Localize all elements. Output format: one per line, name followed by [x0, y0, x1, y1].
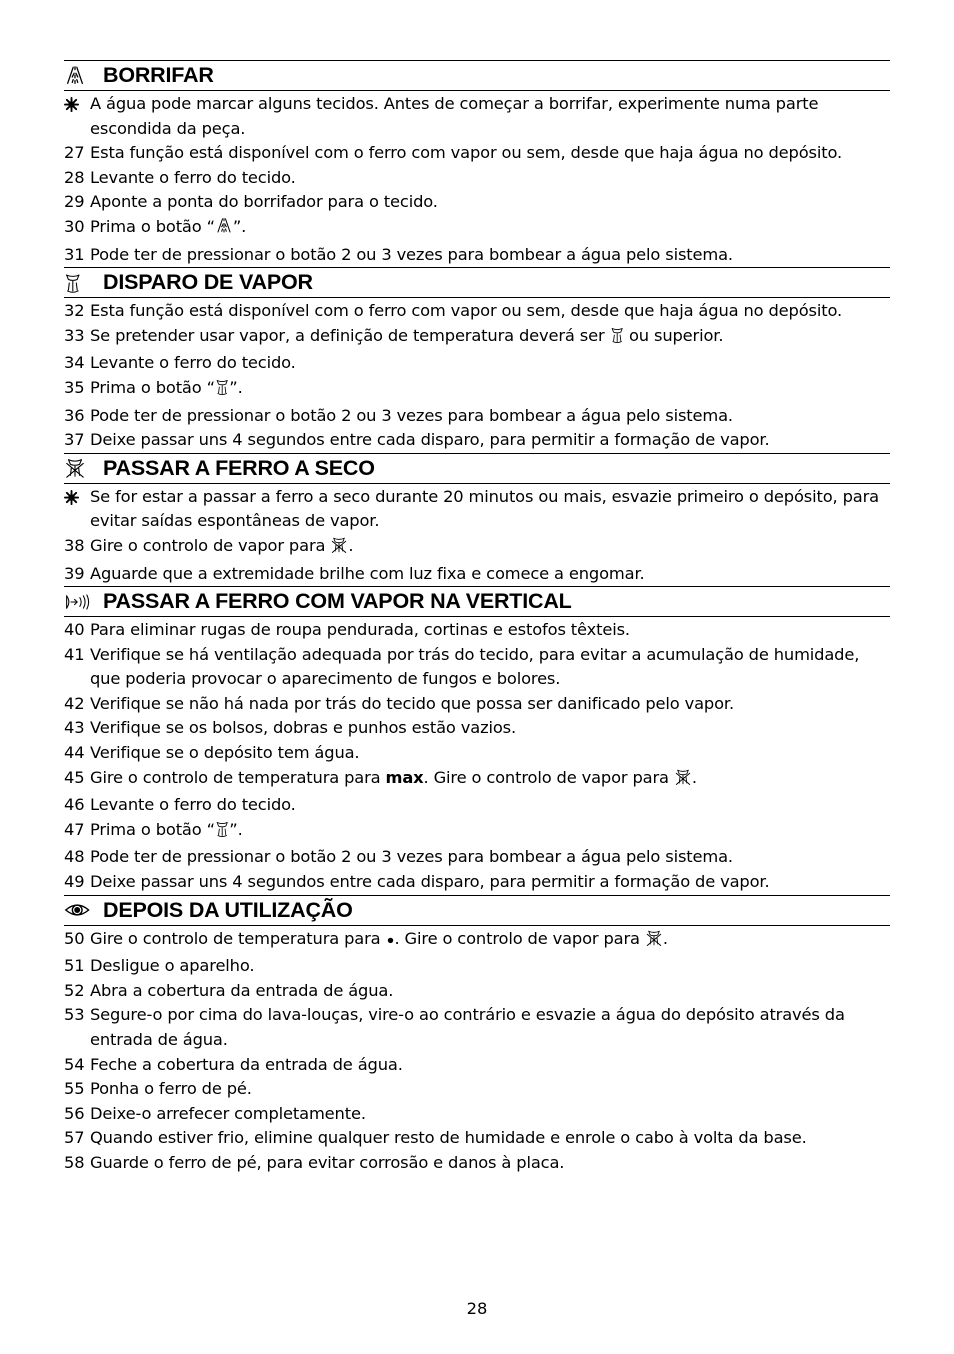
- list-item: [64, 1003, 890, 1052]
- shot-of-steam-icon: [610, 326, 624, 352]
- text-segment: Gire o controlo de temperatura para: [90, 928, 386, 948]
- item-text: Abra a cobertura da entrada de água.: [90, 980, 394, 1000]
- section-disparo-de-vapor: [64, 267, 890, 453]
- item-text: Levante o ferro do tecido.: [90, 353, 296, 373]
- text-segment: .: [348, 535, 354, 555]
- item-text: Pode ter de pressionar o botão 2 ou 3 vezes para bombear a água pelo sistema.: [90, 244, 733, 264]
- text-segment: ”.: [229, 377, 243, 397]
- list-item: [64, 1151, 890, 1176]
- list-item: [64, 870, 890, 895]
- list-item: [64, 351, 890, 376]
- section-title: DISPARO DE VAPOR: [103, 270, 313, 295]
- item-text: Quando estiver frio, elimine qualquer resto de humidade e enrole o cabo à volta da base.: [90, 1128, 807, 1148]
- item-number: 58: [64, 1152, 85, 1172]
- list-item: [64, 927, 890, 955]
- item-number: 39: [64, 563, 85, 583]
- item-text: Se for estar a passar a ferro a seco durante 20 minutos ou mais, esvazie primeiro o depósito, para evitar saídas espontâneas de vapor.: [90, 486, 879, 531]
- text-segment: ”.: [232, 216, 247, 236]
- text-segment: . Gire o controlo de vapor para: [423, 767, 674, 787]
- item-number: 48: [64, 847, 85, 867]
- item-number: 34: [64, 353, 85, 373]
- item-number: 33: [64, 325, 85, 345]
- item-text: Segure-o por cima do lava-louças, vire-o ao contrário e esvazie a água do depósito através da entrada de água.: [90, 1005, 845, 1049]
- item-text: Verifique se não há nada por trás do tecido que possa ser danificado pelo vapor.: [90, 693, 734, 713]
- bullet-dot-icon: [386, 927, 395, 952]
- eye-icon: [64, 898, 94, 922]
- list-item: [64, 166, 890, 191]
- item-number: 51: [64, 956, 85, 976]
- list-item: [64, 376, 890, 404]
- text-segment: .: [662, 928, 668, 948]
- list-item: [64, 716, 890, 741]
- section-title: BORRIFAR: [103, 63, 214, 87]
- item-number: 37: [64, 430, 85, 450]
- warning-item: [64, 485, 890, 534]
- item-text: [90, 766, 890, 794]
- item-text: Verifique se os bolsos, dobras e punhos estão vazios.: [90, 718, 517, 738]
- list-item: [64, 766, 890, 794]
- list-item: [64, 141, 890, 166]
- list-item: [64, 299, 890, 324]
- text-segment: Prima o botão “: [90, 819, 215, 839]
- list-item: [64, 562, 890, 587]
- section-passar-a-ferro-a-seco: [64, 453, 890, 586]
- list-item: [64, 1077, 890, 1102]
- text-segment: Se pretender usar vapor, a definição de temperatura deverá ser: [90, 325, 610, 345]
- list-item: [64, 534, 890, 562]
- item-text: Verifique se o depósito tem água.: [90, 743, 360, 763]
- text-segment: Gire o controlo de temperatura para: [90, 767, 386, 787]
- steam-off-icon: [645, 929, 663, 955]
- item-text: Esta função está disponível com o ferro com vapor ou sem, desde que haja água no depósito.: [90, 301, 843, 321]
- warning-star-icon: [64, 92, 90, 117]
- item-text: Verifique se há ventilação adequada por trás do tecido, para evitar a acumulação de humidade, que poderia provocar o aparecimento de fungos e bolores.: [90, 644, 860, 689]
- text-segment: . Gire o controlo de vapor para: [394, 928, 645, 948]
- list-item: [64, 428, 890, 453]
- text-segment: Gire o controlo de vapor para: [90, 535, 331, 555]
- item-text: [90, 927, 890, 955]
- item-text: [90, 376, 890, 404]
- item-text: Esta função está disponível com o ferro com vapor ou sem, desde que haja água no depósito.: [90, 143, 843, 163]
- item-number: 50: [64, 928, 85, 948]
- item-number: 45: [64, 767, 85, 787]
- list-item: [64, 1053, 890, 1078]
- text-segment: ou superior.: [623, 325, 724, 345]
- list-item: [64, 618, 890, 643]
- text-segment: Prima o botão “: [90, 377, 215, 397]
- item-text: Deixe passar uns 4 segundos entre cada disparo, para permitir a formação de vapor.: [90, 430, 770, 450]
- item-number: 31: [64, 244, 85, 264]
- section-depois-da-utiliza-o: [64, 895, 890, 1176]
- item-text: Ponha o ferro de pé.: [90, 1079, 252, 1099]
- section-heading: [64, 895, 890, 926]
- section-heading: [64, 586, 890, 617]
- text-segment: .: [691, 767, 697, 787]
- shot-of-steam-icon: [215, 820, 229, 846]
- section-title: DEPOIS DA UTILIZAÇÃO: [103, 897, 353, 922]
- item-number: 55: [64, 1079, 85, 1099]
- shot-of-steam-icon: [64, 271, 94, 295]
- item-text: Levante o ferro do tecido.: [90, 167, 296, 187]
- warning-star-icon: [64, 485, 90, 510]
- item-text: [90, 215, 890, 243]
- section-heading: [64, 267, 890, 298]
- section-title: PASSAR A FERRO A SECO: [103, 455, 375, 480]
- item-text: A água pode marcar alguns tecidos. Antes de começar a borrifar, experimente numa parte escondida da peça.: [90, 94, 819, 138]
- item-number: 28: [64, 167, 85, 187]
- item-number: 49: [64, 872, 85, 892]
- item-number: 41: [64, 644, 85, 664]
- item-text: Aguarde que a extremidade brilhe com luz fixa e comece a engomar.: [90, 563, 645, 583]
- item-text: [90, 324, 890, 352]
- spray-icon: [215, 217, 233, 243]
- item-number: 32: [64, 301, 85, 321]
- shot-of-steam-icon: [215, 378, 229, 404]
- item-number: 38: [64, 535, 85, 555]
- list-item: [64, 793, 890, 818]
- list-item: [64, 190, 890, 215]
- item-text: Pode ter de pressionar o botão 2 ou 3 vezes para bombear a água pelo sistema.: [90, 847, 733, 867]
- item-text: Feche a cobertura da entrada de água.: [90, 1054, 403, 1074]
- list-item: [64, 954, 890, 979]
- item-number: 42: [64, 693, 85, 713]
- list-item: [64, 404, 890, 429]
- spray-icon: [64, 64, 94, 88]
- item-number: 53: [64, 1005, 85, 1025]
- item-number: 54: [64, 1054, 85, 1074]
- vertical-steam-icon: [64, 590, 94, 614]
- item-text: Aponte a ponta do borrifador para o tecido.: [90, 192, 438, 212]
- list-item: [64, 741, 890, 766]
- item-number: 44: [64, 743, 85, 763]
- list-item: [64, 1102, 890, 1127]
- list-item: [64, 215, 890, 243]
- item-text: Deixe-o arrefecer completamente.: [90, 1103, 366, 1123]
- item-number: 46: [64, 795, 85, 815]
- item-number: 47: [64, 819, 85, 839]
- section-heading: [64, 60, 890, 91]
- steam-off-icon: [674, 768, 692, 794]
- steam-off-icon: [330, 536, 348, 562]
- page-number: 28: [466, 1299, 488, 1318]
- text-segment: ”.: [229, 819, 243, 839]
- list-item: [64, 643, 890, 692]
- item-number: 52: [64, 980, 85, 1000]
- list-item: [64, 692, 890, 717]
- list-item: [64, 818, 890, 846]
- item-number: 36: [64, 405, 85, 425]
- section-borrifar: [64, 60, 890, 267]
- item-text: Pode ter de pressionar o botão 2 ou 3 vezes para bombear a água pelo sistema.: [90, 405, 733, 425]
- section-passar-a-ferro-com-vapor-na-vertical: [64, 586, 890, 895]
- item-number: 57: [64, 1128, 85, 1148]
- list-item: [64, 845, 890, 870]
- list-item: [64, 324, 890, 352]
- item-number: 29: [64, 192, 85, 212]
- text-segment: Prima o botão “: [90, 216, 215, 236]
- page-content: [64, 60, 890, 1176]
- item-text: Guarde o ferro de pé, para evitar corrosão e danos à placa.: [90, 1152, 565, 1172]
- section-title: PASSAR A FERRO COM VAPOR NA VERTICAL: [103, 589, 572, 614]
- item-number: 30: [64, 216, 85, 236]
- list-item: [64, 1126, 890, 1151]
- item-text: [90, 534, 890, 562]
- item-number: 35: [64, 377, 85, 397]
- item-number: 43: [64, 718, 85, 738]
- item-text: [90, 818, 890, 846]
- section-heading: [64, 453, 890, 484]
- bold-text: max: [385, 767, 424, 787]
- warning-item: [64, 92, 890, 141]
- item-number: 40: [64, 620, 85, 640]
- item-text: Deixe passar uns 4 segundos entre cada disparo, para permitir a formação de vapor.: [90, 872, 770, 892]
- list-item: [64, 979, 890, 1004]
- item-number: 27: [64, 143, 85, 163]
- item-text: Para eliminar rugas de roupa pendurada, cortinas e estofos têxteis.: [90, 620, 630, 640]
- item-text: Desligue o aparelho.: [90, 956, 255, 976]
- item-number: 56: [64, 1103, 85, 1123]
- list-item: [64, 243, 890, 268]
- steam-off-icon: [64, 456, 94, 480]
- item-text: Levante o ferro do tecido.: [90, 795, 296, 815]
